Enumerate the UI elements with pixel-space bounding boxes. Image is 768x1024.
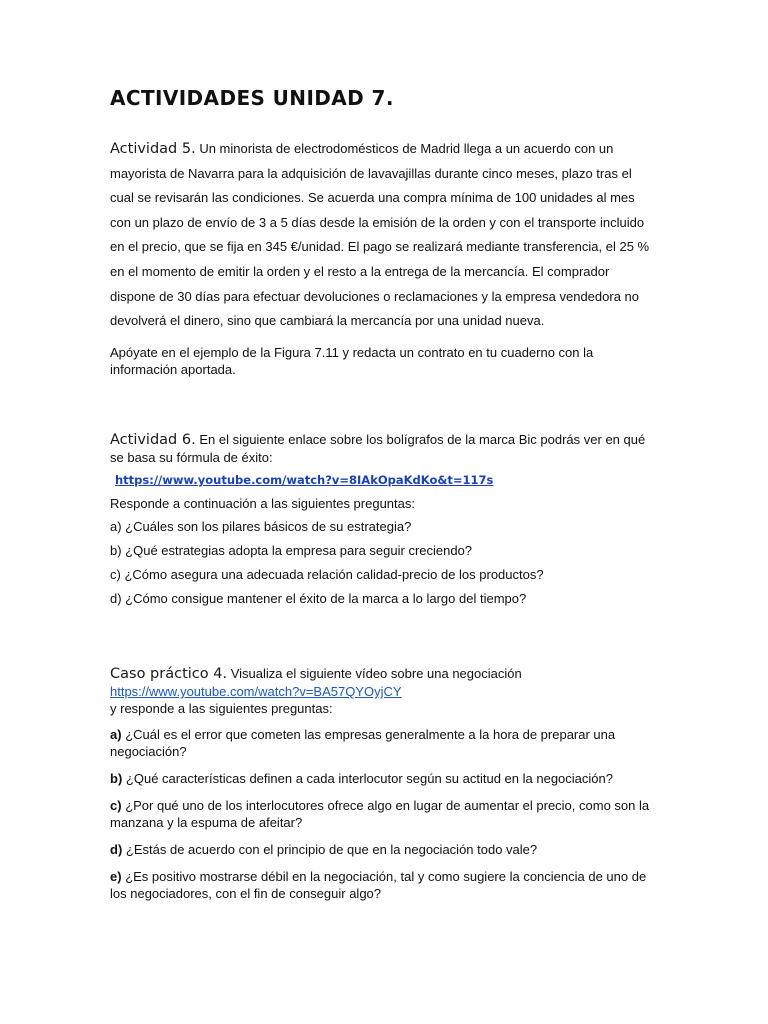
question-text: ¿Cuál es el error que cometen las empresas generalmente a la hora de preparar una negociación? — [110, 727, 616, 759]
activity-5-heading: Actividad 5. — [110, 141, 196, 157]
question-letter: e) — [110, 869, 122, 884]
case-study-4 — [110, 665, 658, 902]
activity-5-paragraph — [110, 137, 658, 334]
negotiation-video-link[interactable]: https://www.youtube.com/watch?v=BA57QYOyjCY — [110, 684, 402, 699]
activity-6-question: c) ¿Cómo asegura una adecuada relación calidad-precio de los productos? — [110, 567, 544, 582]
activity-5-instruction: Apóyate en el ejemplo de la Figura 7.11 y redacta un contrato en tu cuaderno con la información aportada. — [110, 344, 594, 377]
case-study-4-prompt: y responde a las siguientes preguntas: — [110, 701, 333, 716]
case-study-4-question — [110, 841, 658, 858]
question-text: ¿Qué características definen a cada interlocutor según su actitud en la negociación? — [125, 771, 613, 786]
question-text: ¿Es positivo mostrarse débil en la negociación, tal y como sugiere la conciencia de uno de los negociadores, con el fin de conseguir algo? — [110, 869, 647, 901]
activity-6-intro: En el siguiente enlace sobre los bolígrafos de la marca Bic podrás ver en qué se basa su fórmula de éxito: — [110, 432, 646, 465]
activity-6-prompt: Responde a continuación a las siguientes preguntas: — [110, 496, 415, 511]
case-study-4-question — [110, 726, 658, 760]
question-letter: c) — [110, 798, 122, 813]
case-study-4-intro: Visualiza el siguiente vídeo sobre una negociación — [230, 666, 522, 681]
activity-5 — [110, 137, 658, 378]
question-text: ¿Estás de acuerdo con el principio de que en la negociación todo vale? — [125, 842, 538, 857]
case-study-4-question — [110, 868, 658, 902]
case-study-4-question — [110, 797, 658, 831]
activity-6-heading: Actividad 6. — [110, 432, 196, 448]
question-letter: a) — [110, 727, 122, 742]
activity-5-body: Un minorista de electrodomésticos de Madrid llega a un acuerdo con un mayorista de Navarra para la adquisición de lavavajillas durante cinco meses, plazo tras el cual se revisarán las condiciones. Se acuerda una compra mínima de 100 unidades al mes con un plazo de envío de 3 a 5 días desde la emisión de la orden y con el transporte incluido en el precio, que se fija en 345 €/unidad. El pago se realizará mediante transferencia, el 25 % en el momento de emitir la orden y el resto a la entrega de la mercancía. El comprador dispone de 30 días para efectuar devoluciones o reclamaciones y la empresa vendedora no devolverá el dinero, sino que cambiará la mercancía por una unidad nueva. — [110, 141, 650, 329]
activity-6-question: d) ¿Cómo consigue mantener el éxito de la marca a lo largo del tiempo? — [110, 591, 527, 606]
activity-6-question: a) ¿Cuáles son los pilares básicos de su estrategia? — [110, 519, 412, 534]
case-study-4-question — [110, 770, 658, 787]
question-letter: b) — [110, 771, 123, 786]
activity-6-question: b) ¿Qué estrategias adopta la empresa para seguir creciendo? — [110, 543, 473, 558]
bic-video-link[interactable]: https://www.youtube.com/watch?v=8IAkOpaKdKo&t=117s — [115, 473, 494, 487]
page-title: ACTIVIDADES UNIDAD 7. — [110, 86, 394, 110]
question-text: ¿Por qué uno de los interlocutores ofrece algo en lugar de aumentar el precio, como son la manzana y la espuma de afeitar? — [110, 798, 650, 830]
case-study-4-intro-paragraph — [110, 665, 658, 683]
question-letter: d) — [110, 842, 123, 857]
activity-6 — [110, 431, 658, 607]
case-study-4-questions — [110, 726, 658, 902]
activity-6-questions — [110, 518, 658, 607]
activity-6-intro-paragraph — [110, 431, 658, 466]
case-study-4-heading: Caso práctico 4. — [110, 666, 228, 682]
